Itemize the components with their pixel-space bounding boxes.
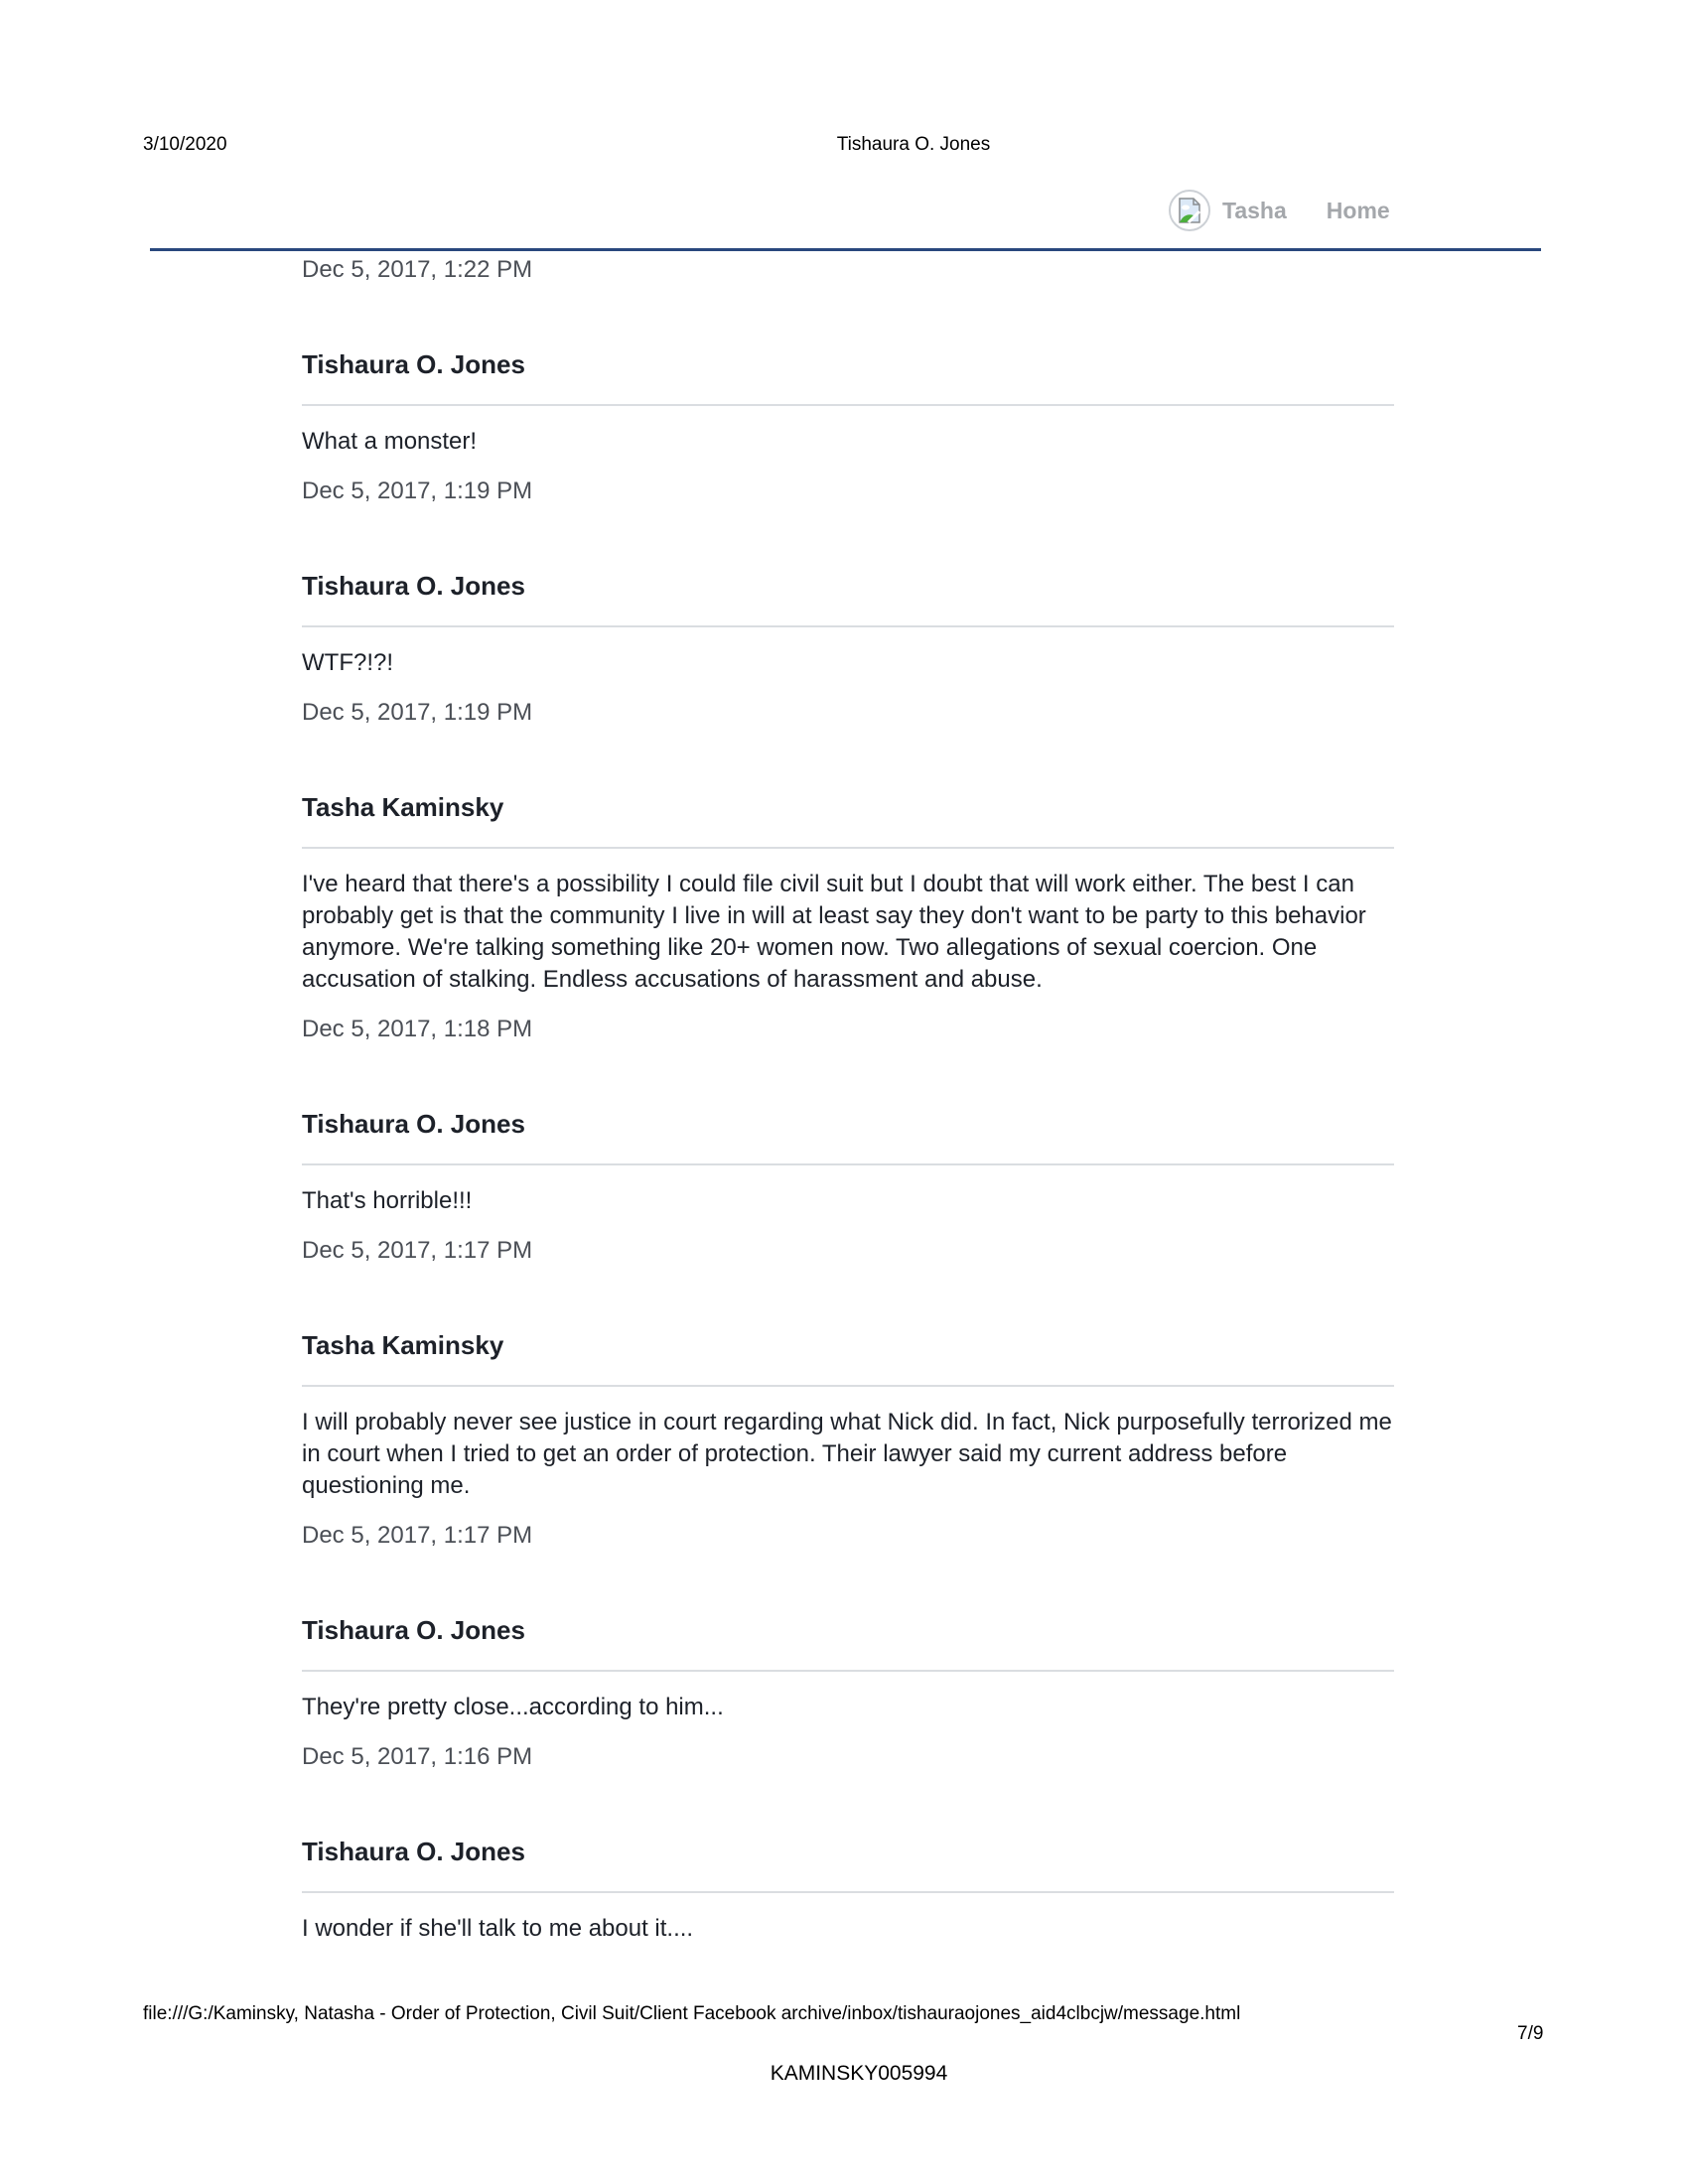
message-sender: Tishaura O. Jones: [302, 349, 525, 379]
print-page-number: 7/9: [1517, 2023, 1544, 2044]
message-text: I've heard that there's a possibility I could file civil suit but I doubt that will work either. The best I can probably get is that the community I live in will at least say they don't want to be party to this behavior anymore. We're talking something like 20+ women now. Two allegations of sexual coercion. One accusation of stalking. Endless accusations of harassment and abuse.: [302, 871, 1366, 993]
print-footer-path: file:///G:/Kaminsky, Natasha - Order of Protection, Civil Suit/Client Facebook archive/inbox/tishauraojones_aid4clbcjw/message.html: [143, 2003, 1241, 2024]
message-divider: [302, 625, 1394, 627]
message-block: [302, 1615, 1394, 1771]
message-block: [302, 792, 1394, 1043]
message-timestamp: Dec 5, 2017, 1:17 PM: [302, 1237, 533, 1264]
message-sender: Tishaura O. Jones: [302, 1615, 525, 1645]
message-block: [302, 1837, 1394, 1945]
message-text: I wonder if she'll talk to me about it....: [302, 1915, 694, 1942]
message-text: That's horrible!!!: [302, 1187, 473, 1214]
message-timestamp: Dec 5, 2017, 1:16 PM: [302, 1743, 533, 1770]
header-divider: [150, 248, 1541, 251]
message-divider: [302, 847, 1394, 849]
message-divider: [302, 1385, 1394, 1387]
message-block: [302, 349, 1394, 505]
message-text: WTF?!?!: [302, 649, 394, 676]
print-title: Tishaura O. Jones: [836, 134, 991, 155]
message-text: What a monster!: [302, 428, 478, 455]
top-nav: [1169, 189, 1390, 232]
broken-image-icon: [1175, 196, 1204, 225]
message-sender: Tishaura O. Jones: [302, 571, 525, 601]
profile-avatar[interactable]: [1169, 190, 1210, 231]
print-date: 3/10/2020: [143, 134, 227, 155]
message-timestamp: Dec 5, 2017, 1:22 PM: [302, 256, 533, 283]
nav-home-link[interactable]: Home: [1326, 197, 1390, 223]
message-timestamp: Dec 5, 2017, 1:18 PM: [302, 1016, 533, 1042]
message-text: They're pretty close...according to him...: [302, 1694, 724, 1720]
bates-number: KAMINSKY005994: [770, 2062, 948, 2085]
message-block: [302, 571, 1394, 727]
message-block: [302, 1109, 1394, 1265]
message-divider: [302, 1670, 1394, 1672]
message-thread: [302, 256, 1394, 1945]
message-sender: Tasha Kaminsky: [302, 1330, 504, 1360]
message-timestamp: Dec 5, 2017, 1:19 PM: [302, 478, 533, 504]
message-sender: Tasha Kaminsky: [302, 792, 504, 822]
message-timestamp: Dec 5, 2017, 1:17 PM: [302, 1522, 533, 1549]
message-text: I will probably never see justice in court regarding what Nick did. In fact, Nick purposefully terrorized me in court when I tried to get an order of protection. Their lawyer said my current address before questioning me.: [302, 1409, 1392, 1499]
message-sender: Tishaura O. Jones: [302, 1837, 525, 1866]
message-divider: [302, 404, 1394, 406]
message-divider: [302, 1163, 1394, 1165]
message-divider: [302, 1891, 1394, 1893]
message-timestamp: Dec 5, 2017, 1:19 PM: [302, 699, 533, 726]
message-sender: Tishaura O. Jones: [302, 1109, 525, 1139]
nav-user-link[interactable]: Tasha: [1222, 197, 1287, 223]
message-block: [302, 1330, 1394, 1550]
